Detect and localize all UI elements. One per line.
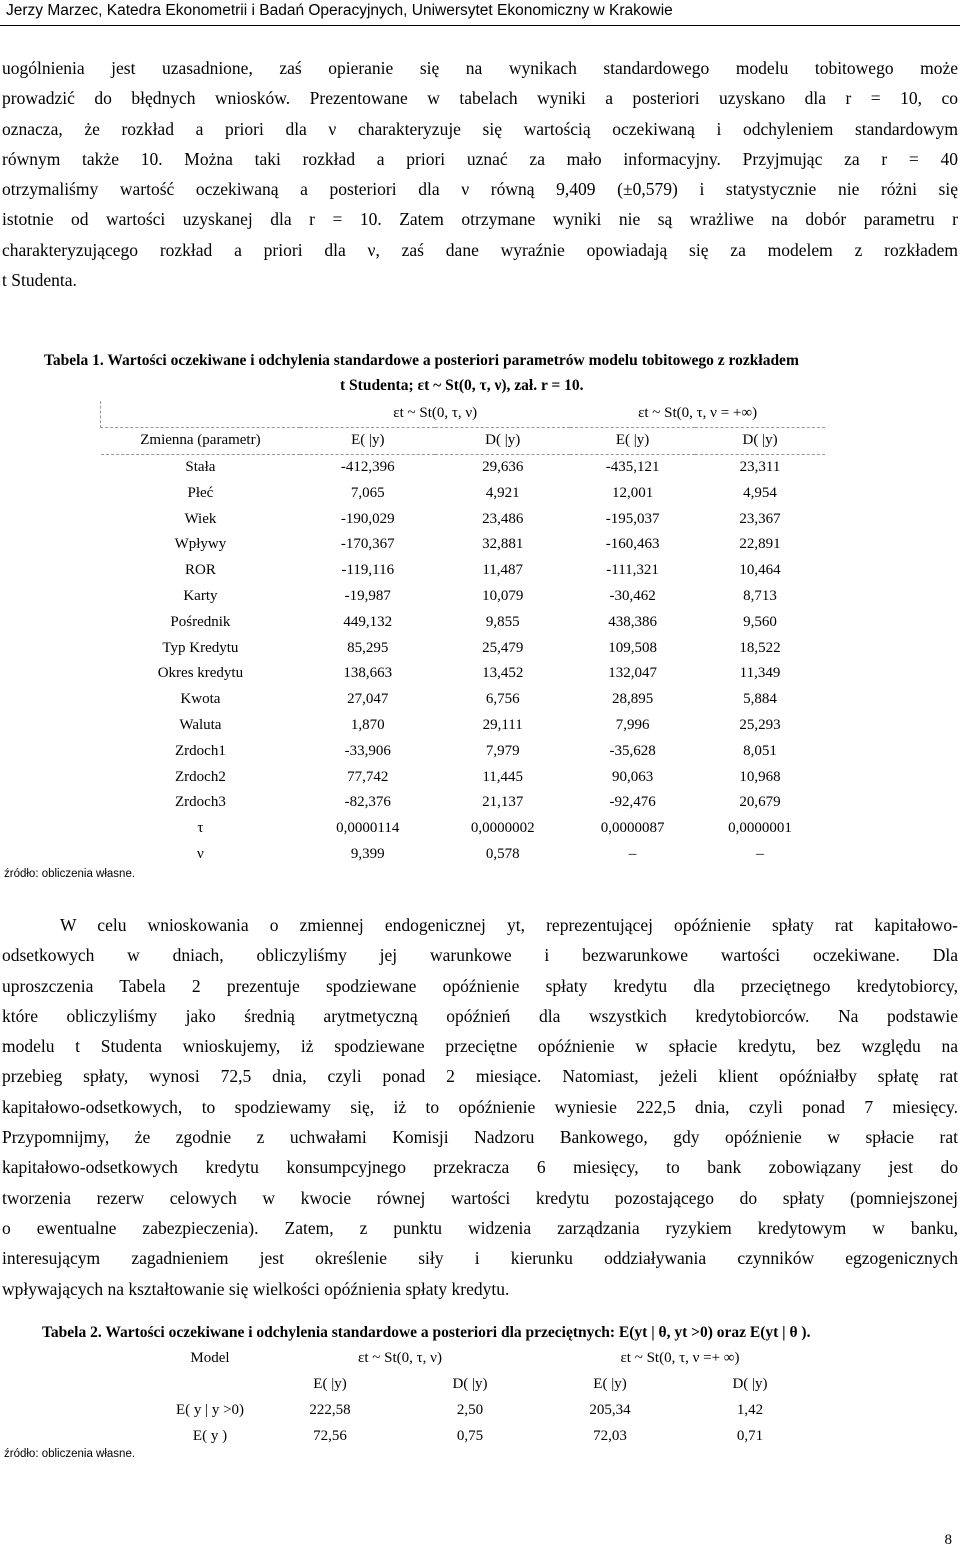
row-label: Zrdoch2: [175, 768, 226, 785]
paragraph-2: [2, 910, 958, 1304]
cell-value: 27,047: [347, 691, 389, 708]
table-row: [101, 661, 826, 687]
cell-value: -412,396: [340, 458, 395, 475]
cell-value: 9,855: [485, 613, 520, 630]
row-label: Okres kredytu: [157, 665, 244, 682]
table-row: [101, 584, 826, 610]
cell-value: -195,037: [605, 510, 660, 527]
cell-value: 23,486: [482, 510, 524, 527]
table-row: [101, 532, 826, 558]
cell-value: -190,029: [340, 510, 395, 527]
cell-value: 1,870: [350, 716, 385, 733]
table1-col-e2: E( |y): [570, 427, 695, 454]
cell-value: 18,522: [739, 639, 781, 656]
cell-value: 23,311: [739, 458, 781, 475]
cell-value: 22,891: [739, 536, 781, 553]
text-line: kapitałowo-odsetkowych kredytu konsumpcyjnego przekracza 6 miesięcy, to bank zobowiązany jest do: [2, 1157, 958, 1178]
cell-value: 10,968: [739, 768, 781, 785]
table2-source: źródło: obliczenia własne.: [4, 1448, 136, 1460]
text-line: które obliczyliśmy jako średnią arytmetyczną opóźnień dla wszystkich kredytobiorców. Na podstawie: [2, 1005, 958, 1026]
text-line: otrzymaliśmy wartość oczekiwaną a posteriori dla ν równą 9,409 (±0,579) i statystycznie nie różni się: [2, 179, 958, 200]
cell-value: –: [756, 845, 764, 862]
paragraph-1: [2, 53, 958, 295]
table-row: [101, 609, 826, 635]
row-label: Wiek: [184, 510, 217, 527]
row-label: Karty: [183, 587, 218, 604]
table-row: [101, 480, 826, 506]
cell-value: -111,321: [606, 562, 659, 579]
cell-value: 25,293: [739, 716, 781, 733]
table1-corner: [101, 401, 301, 427]
cell-value: 32,881: [482, 536, 524, 553]
text-line: równym także 10. Można taki rozkład a priori uznać za mało informacyjny. Przyjmując za r = 40: [2, 148, 958, 169]
cell-value: 13,452: [482, 665, 524, 682]
table-1: [100, 401, 825, 867]
table-2: [160, 1346, 820, 1449]
running-header: Jerzy Marzec, Katedra Ekonometrii i Badań Operacyjnych, Uniwersytet Ekonomiczny w Krakowie: [6, 2, 673, 19]
row-label: Typ Kredytu: [162, 639, 239, 656]
cell-value: 0,0000087: [600, 820, 665, 837]
table-row: [101, 454, 826, 480]
text-line: odsetkowych w dniach, obliczyliśmy jej warunkowe i bezwarunkowe wartości oczekiwane. Dla: [2, 945, 958, 966]
text-line: prowadzić do błędnych wniosków. Prezentowane w tabelach wyniki a posteriori uzyskano dla r = 10, co: [2, 88, 958, 109]
cell-value: 6,756: [485, 691, 520, 708]
table-row: [101, 713, 826, 739]
cell-value: 222,58: [309, 1401, 351, 1418]
cell-value: 5,884: [743, 691, 777, 708]
text-line: uogólnienia jest uzasadnione, zaś opieranie się na wynikach standardowego modelu tobitowego może: [2, 58, 958, 78]
table-row: [101, 738, 826, 764]
row-label: E( y ): [192, 1427, 228, 1444]
cell-value: 77,742: [347, 768, 389, 785]
text-line: charakteryzującego rozkład a priori dla ν, zaś dane wyraźnie opowiadają się za modelem z rozkładem: [2, 239, 958, 260]
text-line: modelu t Studenta wnioskujemy, iż spodziewane przeciętne opóźnienie w spłacie kredytu, bez względu na: [2, 1036, 958, 1057]
cell-value: 11,349: [739, 665, 781, 682]
cell-value: 29,111: [482, 716, 523, 733]
cell-value: 72,03: [593, 1427, 627, 1444]
cell-value: 21,137: [482, 794, 524, 811]
text-line: o ewentualne zabezpieczenia). Zatem, z punktu widzenia zarządzania ryzykiem kredytowym w banku,: [2, 1217, 958, 1238]
cell-value: -82,376: [344, 794, 391, 811]
table2-group1: εt ~ St(0, τ, ν): [358, 1350, 442, 1367]
text-line: interesującym zagadnieniem jest określenie siły i kierunku oddziaływania czynników egzogenicznych: [2, 1248, 958, 1269]
cell-value: 0,75: [456, 1427, 484, 1444]
cell-value: -119,116: [341, 562, 395, 579]
text-line: kapitałowo-odsetkowych, to spodziewamy się, iż to opóźnienie wyniesie 222,5 dnia, czyli ponad 7 miesięcy.: [2, 1096, 958, 1117]
table1-group2: εt ~ St(0, τ, ν = +∞): [570, 401, 825, 427]
row-label: Kwota: [180, 691, 221, 708]
cell-value: 0,0000114: [336, 820, 400, 837]
header-rule: [0, 25, 960, 26]
table2-blank: [160, 1372, 260, 1398]
cell-value: 438,386: [608, 613, 657, 630]
cell-value: 0,578: [485, 845, 520, 862]
cell-value: 11,445: [482, 768, 524, 785]
cell-value: 25,479: [482, 639, 524, 656]
cell-value: -160,463: [605, 536, 660, 553]
cell-value: 7,979: [485, 742, 520, 759]
text-line: tworzenia rezerw celowych w kwocie równej wartości kredytu pozostającego do spłaty (pomniejszonej: [2, 1187, 958, 1208]
table1-col-e1: E( |y): [300, 427, 435, 454]
cell-value: -19,987: [344, 587, 391, 604]
table2-caption: Tabela 2. Wartości oczekiwane i odchylenia standardowe a posteriori dla przeciętnych: E(yt | θ, yt >0) oraz E(yt | θ ).: [42, 1324, 811, 1341]
table-row: [101, 558, 826, 584]
table1-source: źródło: obliczenia własne.: [4, 868, 136, 880]
row-label: ν: [197, 845, 204, 862]
cell-value: 0,0000002: [470, 820, 535, 837]
cell-value: 90,063: [611, 768, 654, 785]
text-line: istotnie od wartości uzyskanej dla r = 10. Zatem otrzymane wyniki nie są wrażliwe na dobór parametru r: [2, 209, 958, 230]
text-line: przebieg spłaty, wynosi 72,5 dnia, czyli ponad 2 miesiące. Natomiast, jeżeli klient opóźniałby spłatę rat: [2, 1066, 958, 1087]
cell-value: 0,71: [736, 1427, 764, 1444]
cell-value: -35,628: [609, 742, 656, 759]
row-label: Płeć: [187, 484, 214, 501]
table1-col-d2: D( |y): [695, 427, 825, 454]
text-line: oznacza, że rozkład a priori dla ν charakteryzuje się wartością oczekiwaną i odchyleniem standardowym: [2, 118, 958, 139]
table1-caption-line2: t Studenta; εt ~ St(0, τ, ν), zał. r = 10.: [340, 377, 584, 394]
cell-value: 2,50: [456, 1401, 484, 1418]
text-line: W celu wnioskowania o zmiennej endogenicznej yt, reprezentującej opóźnienie spłaty rat kapitałowo-: [60, 915, 958, 935]
table-row: [101, 842, 826, 868]
table2-col-e1: E( |y): [313, 1376, 347, 1393]
row-label: Zrdoch1: [175, 742, 226, 759]
cell-value: 109,508: [608, 639, 657, 656]
cell-value: 20,679: [739, 794, 781, 811]
text-line: uproszczenia Tabela 2 prezentuje spodziewane opóźnienie spłaty kredytu dla przeciętnego kredytobiorcy,: [2, 975, 958, 996]
cell-value: 1,42: [736, 1401, 764, 1418]
row-label: Wpływy: [174, 536, 227, 553]
cell-value: 85,295: [347, 639, 389, 656]
cell-value: -92,476: [609, 794, 656, 811]
cell-value: -435,121: [605, 458, 660, 475]
cell-value: -30,462: [609, 587, 656, 604]
row-label: Stała: [185, 458, 216, 475]
table-row: [101, 506, 826, 532]
table-row: [101, 764, 826, 790]
cell-value: -170,367: [340, 536, 395, 553]
cell-value: 23,367: [739, 510, 781, 527]
cell-value: 8,713: [743, 587, 777, 604]
table2-group2: εt ~ St(0, τ, ν =+ ∞): [620, 1350, 740, 1367]
table2-col-d1: D( |y): [452, 1376, 488, 1393]
page-number: 8: [944, 1532, 952, 1548]
cell-value: 8,051: [743, 742, 777, 759]
cell-value: 4,921: [485, 484, 520, 501]
table2-col-model: Model: [190, 1350, 230, 1367]
cell-value: -33,906: [344, 742, 391, 759]
row-label: Zrdoch3: [175, 794, 226, 811]
table2-col-e2: E( |y): [593, 1376, 627, 1393]
row-label: Pośrednik: [170, 613, 231, 630]
cell-value: 29,636: [482, 458, 524, 475]
cell-value: 132,047: [608, 665, 657, 682]
cell-value: 9,399: [350, 845, 385, 862]
cell-value: 4,954: [743, 484, 777, 501]
cell-value: 7,065: [350, 484, 385, 501]
table-row: [160, 1423, 820, 1449]
cell-value: 10,079: [482, 587, 524, 604]
cell-value: –: [628, 845, 637, 862]
cell-value: 0,0000001: [728, 820, 792, 837]
text-line: t Studenta.: [2, 270, 77, 291]
cell-value: 449,132: [343, 613, 393, 630]
row-label: τ: [197, 820, 204, 837]
table-row: [101, 687, 826, 713]
row-label: Waluta: [179, 716, 222, 733]
table-row: [101, 816, 826, 842]
table1-col-d1: D( |y): [435, 427, 570, 454]
cell-value: 7,996: [615, 716, 650, 733]
table1-group1: εt ~ St(0, τ, ν): [300, 401, 570, 427]
cell-value: 12,001: [611, 484, 654, 501]
table-row: [101, 635, 826, 661]
table1-caption-line1: Tabela 1. Wartości oczekiwane i odchylenia standardowe a posteriori parametrów modelu tobitowego z rozkładem: [44, 352, 799, 369]
text-line: wpływających na kształtowanie się wielkości opóźnienia spłaty kredytu.: [2, 1278, 510, 1299]
cell-value: 138,663: [343, 665, 393, 682]
table2-col-d2: D( |y): [732, 1376, 768, 1393]
table-row: [160, 1398, 820, 1424]
cell-value: 10,464: [739, 562, 781, 579]
cell-value: 205,34: [589, 1401, 631, 1418]
table-row: [101, 790, 826, 816]
text-line: Przypomnijmy, że zgodnie z uchwałami Komisji Nadzoru Bankowego, gdy opóźnienie w spłacie rat: [2, 1127, 958, 1148]
cell-value: 28,895: [611, 691, 654, 708]
table1-col-variable: Zmienna (parametr): [101, 427, 301, 454]
row-label: E( y | y >0): [175, 1401, 245, 1418]
row-label: ROR: [184, 562, 216, 579]
cell-value: 11,487: [482, 562, 524, 579]
cell-value: 72,56: [313, 1427, 347, 1444]
cell-value: 9,560: [743, 613, 777, 630]
